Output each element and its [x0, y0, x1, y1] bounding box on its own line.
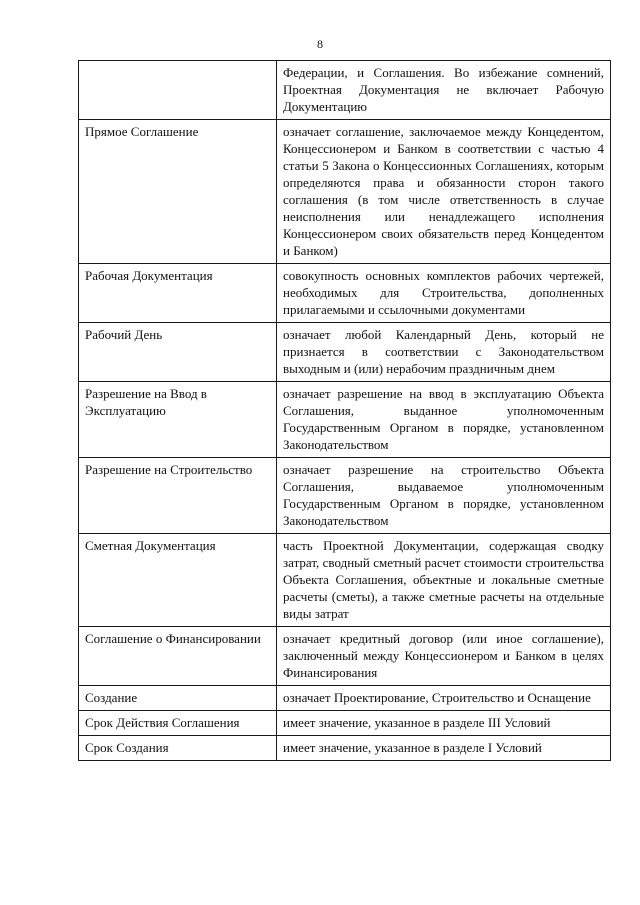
term-cell: Создание — [79, 686, 277, 711]
table-row — [79, 686, 611, 711]
definition-cell: означает любой Календарный День, который не признается в соответствии с Законодательством выходным и (или) нерабочим праздничным днем — [277, 323, 611, 382]
term-cell: Срок Создания — [79, 736, 277, 761]
definition-cell: означает разрешение на строительство Объекта Соглашения, выдаваемое уполномоченным Государственным Органом в порядке, установленном Законодательством — [277, 458, 611, 534]
definition-cell: означает кредитный договор (или иное соглашение), заключенный между Концессионером и Банком в целях Финансирования — [277, 627, 611, 686]
definition-cell: имеет значение, указанное в разделе III Условий — [277, 711, 611, 736]
table-row — [79, 736, 611, 761]
table-row — [79, 120, 611, 264]
term-cell: Прямое Соглашение — [79, 120, 277, 264]
term-cell: Разрешение на Строительство — [79, 458, 277, 534]
table-row — [79, 627, 611, 686]
table-row — [79, 534, 611, 627]
term-cell: Срок Действия Соглашения — [79, 711, 277, 736]
table-row — [79, 323, 611, 382]
table-row — [79, 382, 611, 458]
definition-cell: часть Проектной Документации, содержащая сводку затрат, сводный сметный расчет стоимости строительства Объекта Соглашения, объектные и локальные сметные расчеты (сметы), а также сметные расчеты на отдельные виды затрат — [277, 534, 611, 627]
term-cell: Разрешение на Ввод в Эксплуатацию — [79, 382, 277, 458]
page-number: 8 — [317, 37, 323, 51]
table-row — [79, 264, 611, 323]
term-cell: Рабочий День — [79, 323, 277, 382]
term-cell — [79, 61, 277, 120]
definition-cell: означает Проектирование, Строительство и Оснащение — [277, 686, 611, 711]
definition-cell: Федерации, и Соглашения. Во избежание сомнений, Проектная Документация не включает Рабочую Документацию — [277, 61, 611, 120]
table-row — [79, 61, 611, 120]
definition-cell: имеет значение, указанное в разделе I Условий — [277, 736, 611, 761]
definitions-table — [78, 60, 611, 761]
term-cell: Рабочая Документация — [79, 264, 277, 323]
term-cell: Соглашение о Финансировании — [79, 627, 277, 686]
table-row — [79, 711, 611, 736]
definition-cell: совокупность основных комплектов рабочих чертежей, необходимых для Строительства, дополненных прилагаемыми и ссылочными документами — [277, 264, 611, 323]
table-row — [79, 458, 611, 534]
definition-cell: означает разрешение на ввод в эксплуатацию Объекта Соглашения, выданное уполномоченным Государственным Органом в порядке, установленном Законодательством — [277, 382, 611, 458]
term-cell: Сметная Документация — [79, 534, 277, 627]
definition-cell: означает соглашение, заключаемое между Концедентом, Концессионером и Банком в соответствии с частью 4 статьи 5 Закона о Концессионных Соглашениях, которым определяются права и обязанности сторон такого соглашения (в том числе ответственность в случае неисполнения или ненадлежащего исполнения Концессионером своих обязательств перед Концедентом и Банком) — [277, 120, 611, 264]
